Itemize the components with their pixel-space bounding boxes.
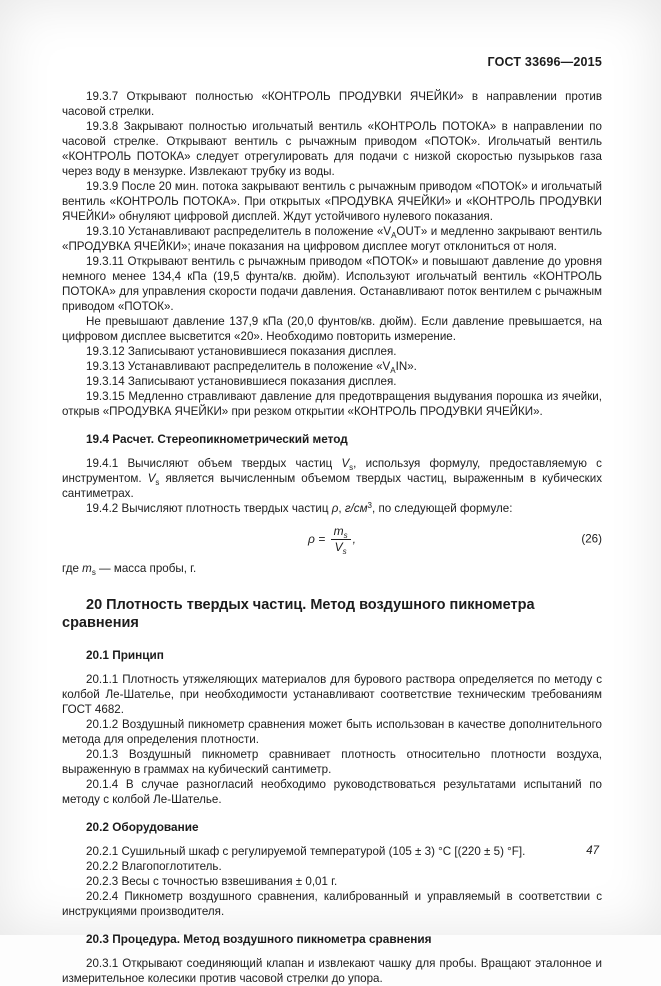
section-heading: 20 Плотность твердых частиц. Метод воздушного пикнометра сравнения <box>62 597 535 631</box>
paragraph: 19.3.12 Записывают установившиеся показания дисплея. <box>86 345 397 358</box>
paragraph: 19.4.2 Вычисляют плотность твердых частиц ρ, $г/см^3$, по следующей формуле: <box>86 501 513 515</box>
paragraph: 19.4.1 Вычисляют объем твердых частиц $V_s$, используя формулу, предоставляемую с инструментом. $V_s$ является вычисленным объемом твердых частиц, выраженным в кубических сантиметрах. <box>62 457 602 500</box>
subsection-heading: 20.1 Принцип <box>86 648 164 662</box>
subsection-heading: 19.4 Расчет. Стереопикнометрический метод <box>86 432 348 446</box>
paragraph: 19.3.9 После 20 мин. потока закрывают вентиль с рычажным приводом «ПОТОК» и игольчатый вентиль «КОНТРОЛЬ ПОТОКА». При открытых «ПРОДУВКА ЯЧЕЙКИ» и «КОНТРОЛЬ ПРОДУВКИ ЯЧЕЙКИ» обнуляют цифровой дисплей. Ждут устойчивого нулевого показания. <box>62 180 602 223</box>
paragraph: 19.3.11 Открывают вентиль с рычажным приводом «ПОТОК» и повышают давление до уровня немного менее 134,4 кПа (19,5 фунта/кв. дюйм). Используют игольчатый вентиль «КОНТРОЛЬ ПОТОКА» для управления скорости подачи давления. Останавливают поток вентилем с рычажным приводом «ПОТОК». <box>62 255 602 313</box>
formula-expression: ρ = $\frac{m_s}{V_s}$ , <box>308 524 356 556</box>
paragraph: 20.2.3 Весы с точностью взвешивания ± 0,01 г. <box>86 875 338 888</box>
paragraph: Не превышают давление 137,9 кПа (20,0 фунтов/кв. дюйм). Если давление превышается, на цифровом дисплее высветится «20». Необходимо повторить измерение. <box>62 315 602 343</box>
paragraph: 20.2.4 Пикнометр воздушного сравнения, калиброванный и управляемый в соответствии с инструкциями производителя. <box>62 890 602 918</box>
paragraph: 19.3.13 Устанавливают распределитель в положение «$V_AIN$». <box>86 360 417 375</box>
formula-density <box>62 516 602 561</box>
paragraph: 20.1.1 Плотность утяжеляющих материалов для бурового раствора определяется по методу с колбой Ле-Шателье, при необходимости устанавливают соответствие техническим требованиям ГОСТ 4682. <box>62 673 602 716</box>
subsection-heading: 20.2 Оборудование <box>86 820 199 834</box>
document-body <box>62 89 602 986</box>
paragraph: 20.1.4 В случае разногласий необходимо руководствоваться результатами испытаний по методу с колбой Ле-Шателье. <box>62 778 602 806</box>
paragraph: 20.2.1 Сушильный шкаф с регулируемой температурой (105 ± 3) °C [(220 ± 5) °F]. <box>86 845 526 858</box>
page-header-standard-code: ГОСТ 33696—2015 <box>487 55 602 69</box>
paragraph: 19.3.7 Открывают полностью «КОНТРОЛЬ ПРОДУВКИ ЯЧЕЙКИ» в направлении против часовой стрелки. <box>62 90 602 118</box>
paragraph: 20.3.1 Открывают соединяющий клапан и извлекают чашку для пробы. Вращают эталонное и измерительное колесики против часовой стрелки до упора. <box>62 957 602 985</box>
paragraph: 19.3.8 Закрывают полностью игольчатый вентиль «КОНТРОЛЬ ПОТОКА» в направлении по часовой стрелке. Открывают вентиль с рычажным приводом «ПОТОК». Игольчатый вентиль «КОНТРОЛЬ ПОТОКА» следует отрегулировать для подачи с низкой скоростью пузырьков газа через воду в мензурке. Извлекают трубку из воды. <box>62 120 602 178</box>
paragraph: 20.2.2 Влагопоглотитель. <box>86 860 222 873</box>
paragraph: 19.3.14 Записывают установившиеся показания дисплея. <box>86 375 397 388</box>
page-content-area <box>62 55 602 986</box>
paragraph: где $m_s$ — масса пробы, г. <box>62 562 197 577</box>
paragraph: 19.3.15 Медленно стравливают давление для предотвращения выдувания порошка из ячейки, открыв «ПРОДУВКА ЯЧЕЙКИ» при резком открытии «КОНТРОЛЬ ПРОДУВКИ ЯЧЕЙКИ». <box>62 390 602 418</box>
paragraph: 19.3.10 Устанавливают распределитель в положение «$V_AOUT$» и медленно закрывают вентиль «ПРОДУВКА ЯЧЕЙКИ»; иначе показания на цифровом дисплее могут отклониться от ноля. <box>62 225 603 253</box>
paragraph: 20.1.3 Воздушный пикнометр сравнивает плотность относительно плотности воздуха, выраженную в граммах на кубический сантиметр. <box>62 748 602 776</box>
subsection-heading: 20.3 Процедура. Метод воздушного пикнометра сравнения <box>86 932 432 946</box>
paragraph: 20.1.2 Воздушный пикнометр сравнения может быть использован в качестве дополнительного метода для определения плотности. <box>62 718 602 746</box>
page-number: 47 <box>586 845 599 857</box>
formula-number: (26) <box>581 532 602 545</box>
